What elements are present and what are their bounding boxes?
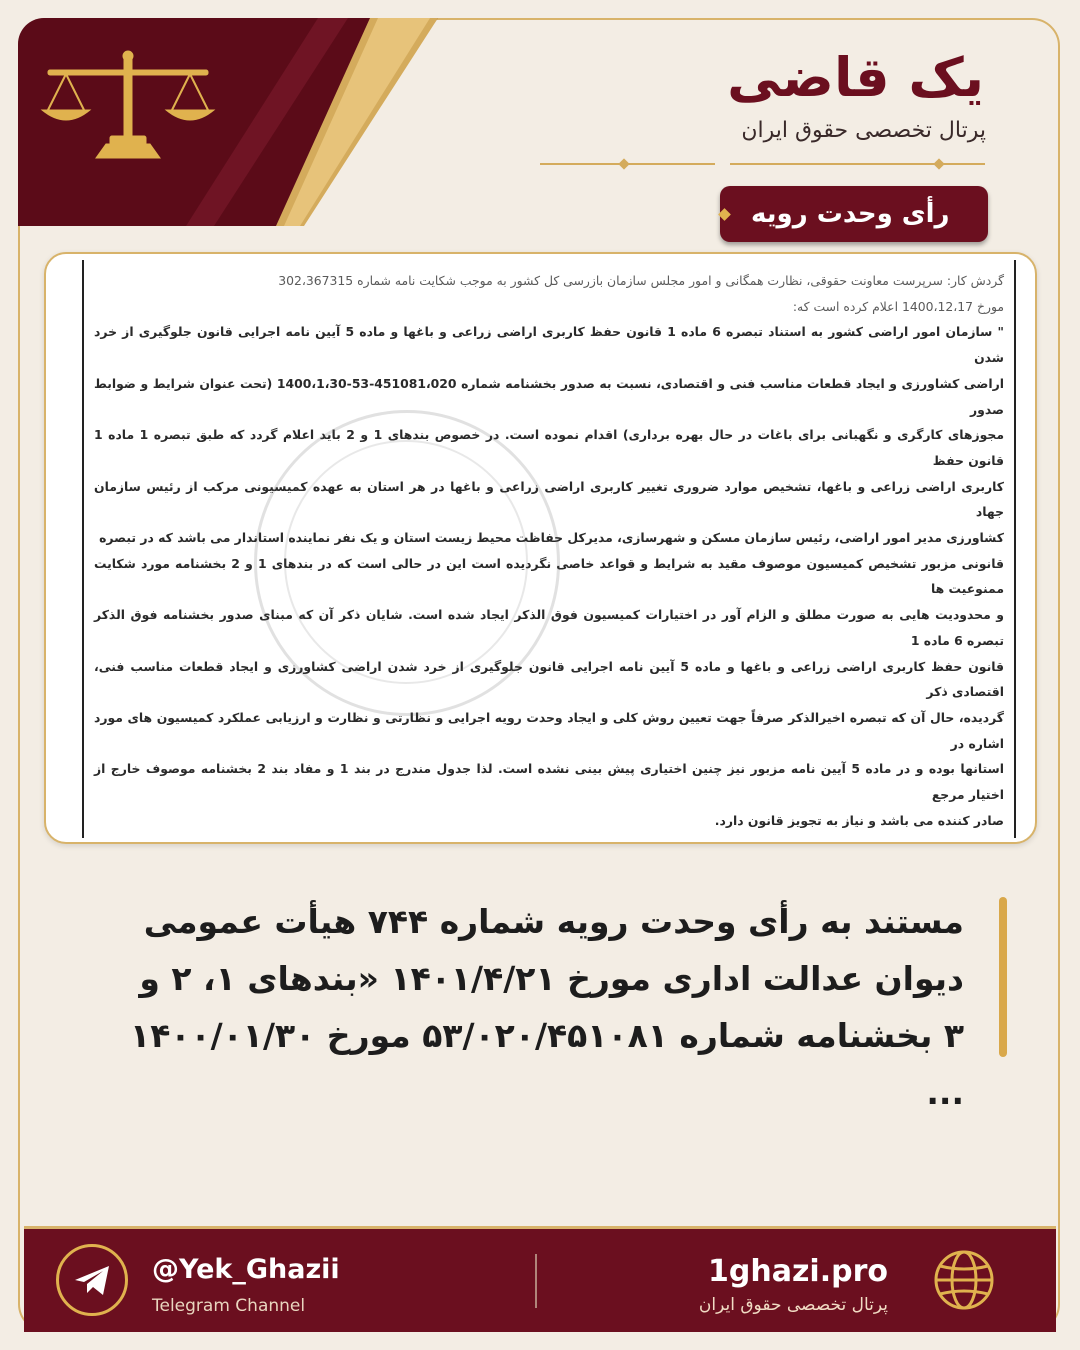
category-tag-label: رأی وحدت رویه <box>751 199 950 229</box>
watermark-stamp-inner <box>284 440 528 684</box>
diamond-icon <box>718 208 731 221</box>
document-line: کشاورزی مدیر امور اراضی، رئیس سازمان مسکن و شهرسازی، مدیرکل حفاظت محیط زیست استان و یک نفر نماینده استاندار می باشد که در تبصره <box>99 530 1004 546</box>
document-line: مورخ 1400،12،17 اعلام کرده است که: <box>792 298 1004 314</box>
document-line: کاربری اراضی زراعی و باغها، تشخیص موارد ضروری تغییر کاربری اراضی زراعی و باغها در هر استان به عهده کمیسیونی مرکب از رئیس سازمان جهاد <box>94 478 1004 520</box>
headline-text: مستند به رأی وحدت رویه شماره ۷۴۴ هیأت عمومی دیوان عدالت اداری مورخ ۱۴۰۱/۴/۲۱ «بندهای ۱، ۲ و ۳ بخشنامه شماره ۵۳/۰۲۰/۴۵۱۰۸۱ مورخ ۱۴۰۰/۰۱/۳۰ ... <box>130 902 964 1112</box>
website-link[interactable]: 1ghazi.pro <box>708 1254 888 1289</box>
ornament-divider <box>540 155 985 173</box>
footer-divider <box>535 1254 537 1308</box>
footer-border <box>24 1226 1056 1229</box>
scales-of-justice-icon <box>38 48 218 163</box>
document-scan <box>82 260 1016 838</box>
document-line: استانها بوده و در ماده 5 آیین نامه مزبور نیز چنین اختیاری پیش بینی نشده است. لذا جدول مندرج در بند 1 و مفاد بند 2 بخشنامه موصوف خارج از اختیار مرجع <box>94 761 1004 803</box>
document-line <box>94 833 1004 838</box>
document-line: قانون حفظ کاربری اراضی زراعی و باغها و ماده 5 آیین نامه اجرایی قانون جلوگیری از خرد شدن اراضی کشاورزی و ایجاد قطعات مناسب فنی، اقتصادی ذکر <box>94 658 1004 700</box>
document-line: و محدودیت هایی به صورت مطلق و الزام آور در اختیارات کمیسیون فوق الذکر ایجاد شده است. شایان ذکر آن که مبنای صدور بخشنامه فوق الذکر تبصره 6 ماده 1 <box>94 607 1004 648</box>
document-image <box>44 252 1037 844</box>
website-subtitle: پرتال تخصصی حقوق ایران <box>698 1295 888 1315</box>
document-line: " سازمان امور اراضی کشور به استناد تبصره 6 ماده 1 قانون حفظ کاربری اراضی زراعی و باغها و ماده 5 آیین نامه اجرایی قانون جلوگیری از خرد شدن <box>94 324 1004 366</box>
telegram-subtitle: Telegram Channel <box>152 1296 306 1316</box>
document-line: گردش کار: سرپرست معاونت حقوقی، نظارت همگانی و امور مجلس سازمان بازرسی کل کشور به موجب شکایت نامه شماره 302،367315 <box>278 273 1004 288</box>
brand-subtitle: پرتال تخصصی حقوق ایران <box>741 118 986 143</box>
globe-icon[interactable] <box>932 1248 996 1312</box>
telegram-handle[interactable]: @Yek_Ghazii <box>152 1254 340 1285</box>
document-line: صادر کننده می باشد و نیاز به تجویز قانون دارد. <box>714 812 1004 828</box>
paper-plane-icon[interactable] <box>56 1244 128 1316</box>
document-line: قانونی مزبور تشخیص کمیسیون موصوف مقید به شرایط و قواعد خاصی نگردیده است این در حالی است که در بندهای 1 و 2 بخشنامه مورد شکایت ممنوعیت ها <box>94 555 1004 597</box>
brand-title: یک قاضی <box>727 46 984 109</box>
document-line: مجوزهای کارگری و نگهبانی برای باغات در حال بهره برداری) اقدام نموده است. در خصوص بندهای 1 و 2 باید اعلام گردد که طبق تبصره 1 ماده 1 قانون حفظ <box>94 427 1004 468</box>
document-line: اراضی کشاورزی و ایجاد قطعات مناسب فنی و اقتصادی، نسبت به صدور بخشنامه شماره 451081،020-53-1400،1،30 (تحت عنوان شرایط و ضوابط صدور <box>94 375 1004 417</box>
headline-accent-bar <box>999 897 1007 1057</box>
category-tag <box>720 186 988 242</box>
document-line: گردیده، حال آن که تبصره اخیرالذکر صرفاً جهت تعیین روش کلی و ایجاد وحدت رویه اجرایی و نظارتی و نظارت و ارزیابی عملکرد کمیسیون های مورد اشاره در <box>94 709 1004 751</box>
